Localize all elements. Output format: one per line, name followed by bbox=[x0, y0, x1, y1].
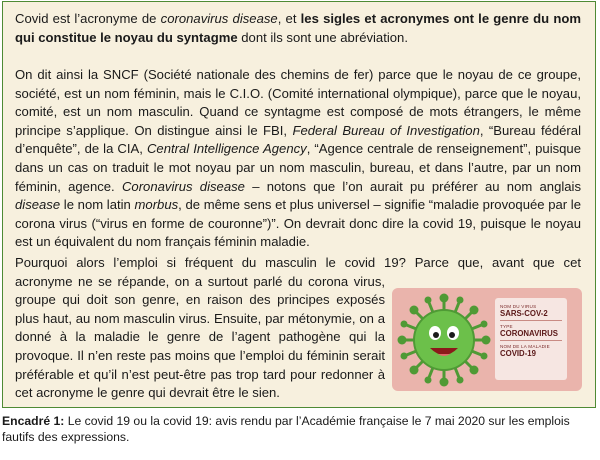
p2-italic-2: Central Intelligence Agency bbox=[146, 141, 307, 157]
paragraph-1 bbox=[15, 10, 581, 47]
p2-text-3: , “Agence centrale de renseignement”, puisque dans un cas on traduit le mot noyau par un nom masculin, bureau, et dans l’autre, par un nom féminin, agence. bbox=[15, 141, 581, 194]
p1-text-2: , et bbox=[277, 11, 301, 26]
p1-text-3: dont ils sont une abréviation. bbox=[237, 29, 408, 45]
text-box-encadre bbox=[2, 1, 596, 408]
virus-type-value: CORONAVIRUS bbox=[500, 329, 562, 341]
paragraph-2 bbox=[15, 66, 581, 252]
p2-text-6: , de même sens et plus universel – signifie “maladie provoquée par le corona virus (“virus en forme de couronne”)”. On devrait donc dire la covid 19, puisque le noyau est un équivalent du nom français féminin maladie. bbox=[15, 197, 581, 250]
p2-italic-3: Coronavirus disease bbox=[121, 178, 245, 194]
caption-text: Le covid 19 ou la covid 19: avis rendu par l’Académie française le 7 mai 2020 sur les emplois fautifs des expressions. bbox=[2, 414, 570, 444]
covid-infographic bbox=[392, 288, 582, 391]
p1-italic-1: coronavirus disease bbox=[160, 11, 278, 26]
p2-text-1: On dit ainsi la SNCF (Société nationale des chemins de fer) parce que le noyau de ce groupe, société, est un nom féminin, mais le C.I.O. (Comité international olympique), parce que le noyau, comité, est un nom masculin. Quand ce syntagme est composé de mots étrangers, le même principe s’applique. On distingue ainsi le FBI, bbox=[15, 67, 581, 138]
virus-type-label: TYPE bbox=[500, 324, 513, 329]
caption-label: Encadré 1: bbox=[2, 414, 65, 428]
p1-bold-1: les sigles et acronymes ont le genre du nom qui constitue le noyau du syntagme bbox=[15, 11, 582, 45]
virus-icon bbox=[396, 290, 492, 390]
figure-caption bbox=[2, 413, 596, 445]
p2-italic-4: disease bbox=[15, 197, 61, 213]
disease-name-label: NOM DE LA MALADIE bbox=[500, 344, 550, 349]
p2-italic-5: morbus bbox=[134, 197, 179, 213]
p2-text-4: – notons que l’on aurait pu préférer au nom anglais bbox=[244, 178, 582, 194]
p2-italic-1: Federal Bureau of Investigation bbox=[292, 122, 480, 138]
p3-line-1: Pourquoi alors l’emploi si fréquent du masculin le covid 19? Parce que, avant que cet bbox=[15, 255, 581, 270]
virus-name-value: SARS-COV-2 bbox=[500, 309, 562, 321]
p3-rest: acronyme ne se répande, on a surtout parlé du corona virus, groupe qui doit son genre, en raison des principes exposés plus haut, au nom masculin virus. Ensuite, par métonymie, on a donné à la maladie le genre de l’agent pathogène qui la provoque. Il n’en reste pas moins que l’emploi du féminin serait préférable et qu’il n’est peut-être pas trop tard pour redonner à cet acronyme le genre qui devrait être le sien. bbox=[15, 273, 385, 401]
p1-text-1: Covid est l’acronyme de bbox=[15, 11, 161, 26]
disease-name-value: COVID-19 bbox=[500, 349, 536, 358]
virus-name-label: NOM DU VIRUS bbox=[500, 304, 537, 309]
p2-text-5: le nom latin bbox=[60, 197, 135, 213]
p2-text-2: , “Bureau fédéral d’enquête”, de la CIA, bbox=[15, 122, 581, 157]
virus-info-card bbox=[495, 298, 567, 380]
